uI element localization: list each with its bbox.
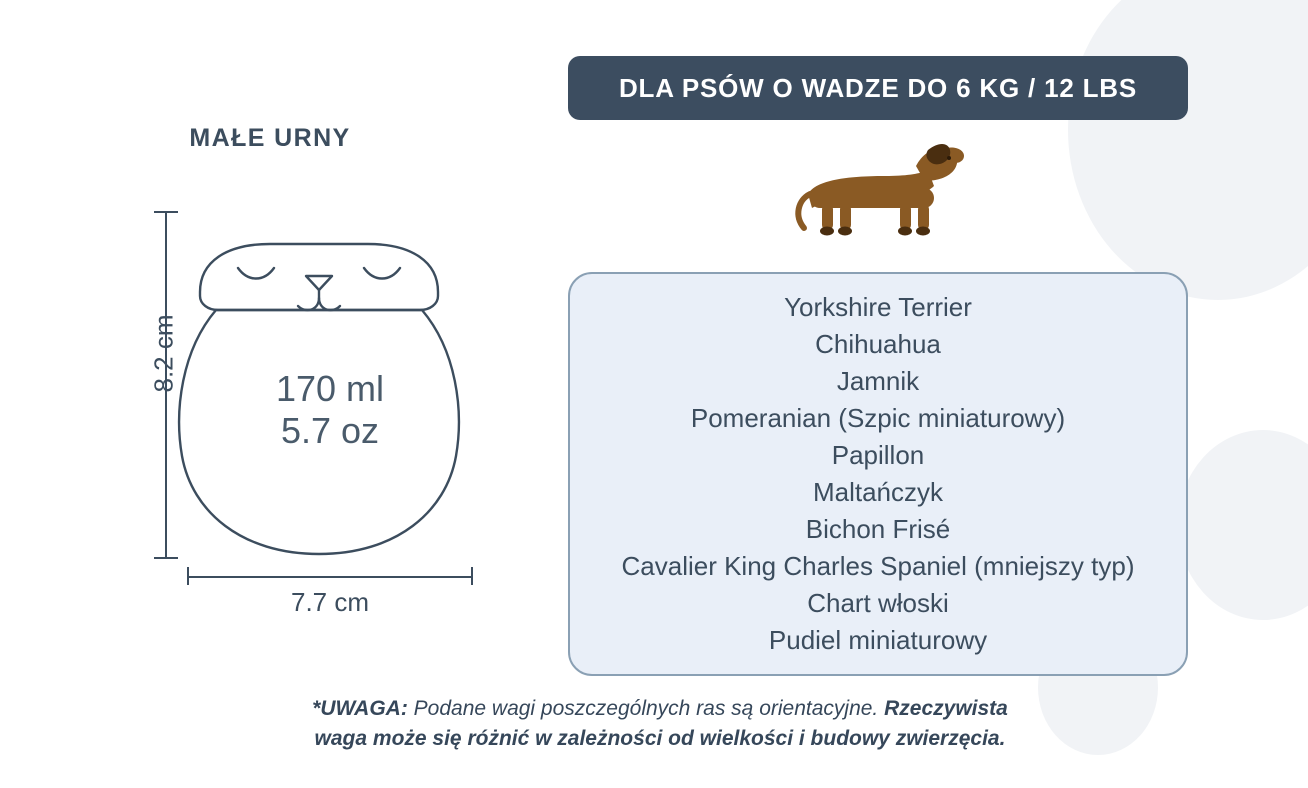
footnote-emphasis: Rzeczywista (884, 697, 1008, 720)
footnote-line-2: waga może się różnić w zależności od wielkości i budowy zwierzęcia. (314, 727, 1006, 751)
list-item: Cavalier King Charles Spaniel (mniejszy typ) (621, 550, 1135, 581)
list-item: Maltańczyk (812, 477, 944, 507)
weight-banner: DLA PSÓW O WADZE DO 6 KG / 12 LBS (568, 56, 1188, 120)
urn-capacity (150, 368, 510, 453)
list-item: Yorkshire Terrier (784, 292, 972, 323)
width-label: 7.7 cm (290, 587, 370, 617)
footnote-prefix: *UWAGA: (312, 697, 408, 720)
list-item: Bichon Frisé (805, 513, 951, 544)
list-item: Chihuahua (815, 329, 941, 360)
urn-panel (0, 0, 540, 788)
list-item: Papillon (831, 440, 925, 471)
list-item: Pomeranian (Szpic miniaturowy) (690, 403, 1066, 434)
footnote (180, 694, 1140, 755)
footnote-text: Podane wagi poszczególnych ras są orientacyjne. (407, 697, 885, 720)
list-item: Jamnik (836, 366, 920, 397)
list-item: Pudiel miniaturowy (768, 624, 988, 655)
breeds-panel (560, 0, 1260, 788)
dachshund-illustration (788, 132, 968, 252)
height-dimension (122, 210, 182, 560)
list-item: Chart włoski (807, 587, 949, 618)
dog-icon (788, 132, 968, 252)
height-label: 8.2 cm (148, 314, 179, 393)
width-dimension (180, 565, 480, 625)
urn-capacity-ml: 170 ml (275, 368, 385, 409)
urn-capacity-oz: 5.7 oz (280, 410, 380, 452)
breeds-list (568, 272, 1188, 676)
page-title: MAŁE URNY (189, 124, 351, 152)
width-dimension-line-icon (180, 565, 480, 585)
